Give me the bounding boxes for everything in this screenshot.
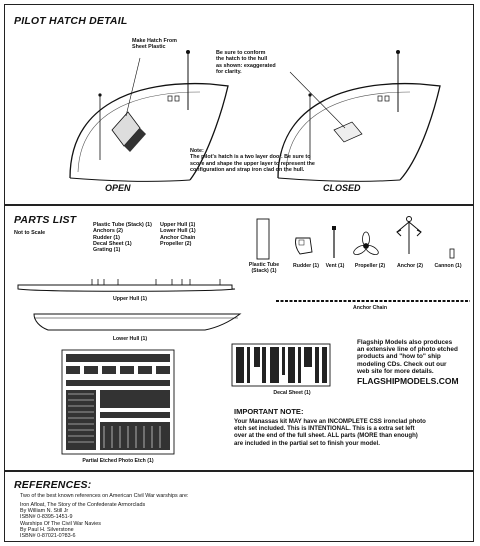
- label-anchor: Anchor (2): [397, 263, 423, 269]
- important-note-body: Your Manassas kit MAY have an INCOMPLETE CSS ironclad photo etch set included. This is INTENTIONAL. This is a extra set left over at the end of the full sheet. ALL parts (MORE than enough) are included in the partial set to finish your model.: [234, 418, 426, 447]
- label-lower-hull: Lower Hull (1): [112, 336, 148, 342]
- callout-conform-hatch: Be sure to conform the hatch to the hull as shown: exaggerated for clarity.: [216, 50, 276, 75]
- reference-2: Warships Of The Civil War Navies By Paul H. Silverstone ISBN# 0-87021-0?83-6: [20, 521, 101, 539]
- label-photo-etch: Partial Etched Photo Etch (1): [82, 458, 154, 464]
- label-plastic-tube: Plastic Tube (Stack) (1): [248, 262, 280, 274]
- label-anchor-chain: Anchor Chain: [352, 305, 387, 311]
- promo-text: Flagship Models also produces an extensive line of photo etched products and "how to" ship modeling CDs. Check out our web site for more details.: [357, 339, 458, 375]
- section-title-references: REFERENCES:: [14, 479, 92, 491]
- section-title-pilot-hatch: PILOT HATCH DETAIL: [14, 15, 128, 27]
- label-closed: CLOSED: [323, 183, 361, 193]
- label-cannon: Cannon (1): [434, 263, 462, 269]
- section-title-parts-list: PARTS LIST: [14, 214, 77, 226]
- label-upper-hull: Upper Hull (1): [112, 296, 147, 302]
- important-note-title: IMPORTANT NOTE:: [234, 407, 304, 416]
- label-vent: Vent (1): [325, 263, 345, 269]
- references-intro: Two of the best known references on American Civil War warships are:: [20, 493, 189, 499]
- label-open: OPEN: [105, 183, 131, 193]
- label-propeller: Propeller (2): [354, 263, 386, 269]
- parts-subtitle: Not to Scale: [14, 230, 46, 236]
- label-rudder: Rudder (1): [293, 263, 319, 269]
- parts-list-col1: Plastic Tube (Stack) (1) Anchors (2) Rudder (1) Decal Sheet (1) Grating (1): [93, 222, 152, 254]
- pilot-hatch-note: Note: The pilot's hatch is a two layer door. Be sure to score and shape the upper layer to represent the configuration and strap iron clad on the hull.: [190, 148, 315, 173]
- parts-list-col2: Upper Hull (1) Lower Hull (1) Anchor Chain Propeller (2): [160, 222, 196, 247]
- website-link[interactable]: FLAGSHIPMODELS.COM: [357, 376, 459, 386]
- label-decal-sheet: Decal Sheet (1): [273, 390, 311, 396]
- reference-1: Iron Afloat, The Story of the Confederate Armorclads By William N. Still Jr ISBN# 0-8395-1451-9: [20, 502, 146, 520]
- callout-make-hatch: Make Hatch From Sheet Plastic: [132, 38, 177, 51]
